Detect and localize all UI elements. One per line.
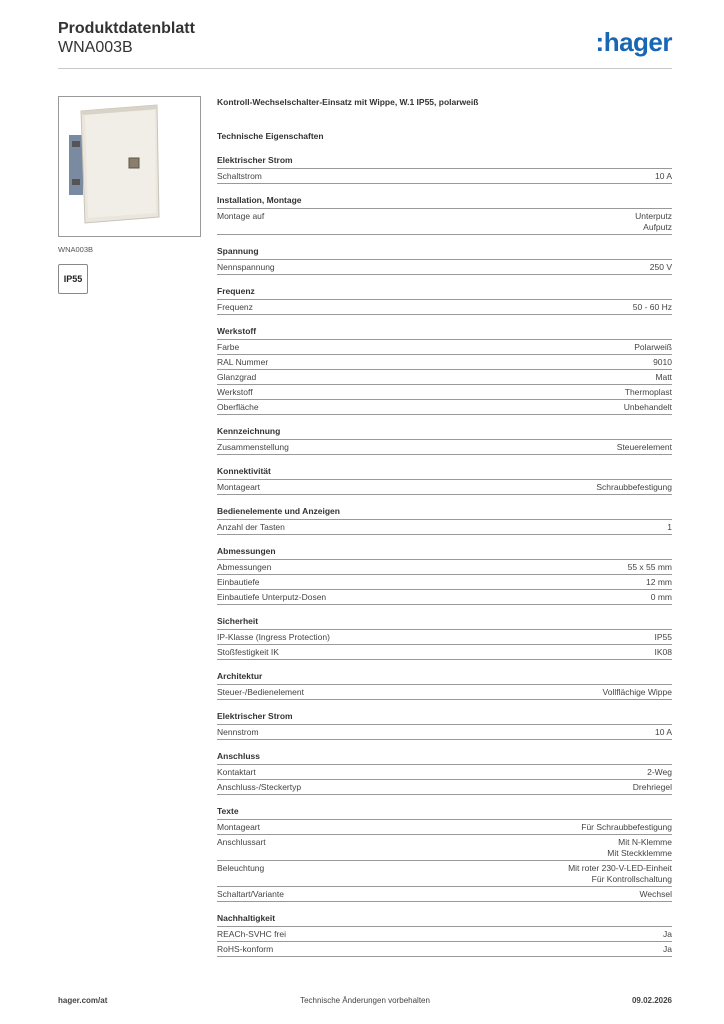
spec-row	[217, 400, 672, 415]
spec-value-line: Mit Steckklemme	[607, 848, 672, 858]
spec-section	[217, 806, 672, 902]
section-title: Texte	[217, 806, 672, 820]
spec-value-line: Polarweiß	[634, 342, 672, 352]
section-title: Konnektivität	[217, 466, 672, 480]
spec-label: Montageart	[217, 822, 260, 832]
spec-section	[217, 506, 672, 535]
spec-label: Glanzgrad	[217, 372, 257, 382]
spec-value	[596, 482, 672, 493]
spec-row	[217, 480, 672, 495]
spec-row	[217, 340, 672, 355]
section-title: Kennzeichnung	[217, 426, 672, 440]
spec-row	[217, 630, 672, 645]
spec-value-line: Ja	[663, 929, 672, 939]
spec-value-line: Unterputz	[635, 211, 672, 221]
spec-row	[217, 927, 672, 942]
spec-value	[651, 592, 672, 603]
spec-section	[217, 546, 672, 605]
spec-value	[635, 211, 672, 233]
spec-value-line: 2-Weg	[647, 767, 672, 777]
spec-value	[647, 767, 672, 778]
spec-label: Anschluss-/Steckertyp	[217, 782, 302, 792]
spec-section	[217, 426, 672, 455]
spec-label: Schaltstrom	[217, 171, 262, 181]
spec-label: Montage auf	[217, 211, 265, 221]
spec-value-line: Vollflächige Wippe	[602, 687, 672, 697]
spec-label: Anzahl der Tasten	[217, 522, 285, 532]
section-title: Spannung	[217, 246, 672, 260]
spec-label: Abmessungen	[217, 562, 272, 572]
spec-row	[217, 685, 672, 700]
spec-label: Montageart	[217, 482, 260, 492]
spec-row	[217, 355, 672, 370]
spec-sections	[217, 155, 672, 957]
spec-value	[663, 929, 672, 940]
spec-value-line: IP55	[654, 632, 672, 642]
section-title: Sicherheit	[217, 616, 672, 630]
product-sidebar	[58, 96, 201, 294]
spec-section	[217, 155, 672, 184]
footer-date: 09.02.2026	[631, 996, 672, 1005]
spec-row	[217, 370, 672, 385]
spec-label: Stoßfestigkeit IK	[217, 647, 279, 657]
spec-row	[217, 835, 672, 861]
spec-value-line: Drehriegel	[632, 782, 672, 792]
spec-value-line: Schraubbefestigung	[596, 482, 672, 492]
spec-label: Zusammenstellung	[217, 442, 289, 452]
footer-website: hager.com/at	[58, 996, 108, 1005]
spec-section	[217, 616, 672, 660]
spec-row	[217, 725, 672, 740]
spec-section	[217, 246, 672, 275]
spec-section	[217, 195, 672, 235]
section-title: Bedienelemente und Anzeigen	[217, 506, 672, 520]
section-title: Abmessungen	[217, 546, 672, 560]
spec-section	[217, 671, 672, 700]
spec-section	[217, 711, 672, 740]
spec-label: Schaltart/Variante	[217, 889, 284, 899]
spec-label: Einbautiefe	[217, 577, 260, 587]
spec-row	[217, 209, 672, 235]
spec-row	[217, 861, 672, 887]
spec-row	[217, 765, 672, 780]
spec-value-line: 12 mm	[646, 577, 672, 587]
spec-value	[655, 171, 672, 182]
spec-row	[217, 590, 672, 605]
spec-value	[603, 687, 672, 698]
spec-section	[217, 326, 672, 415]
spec-row	[217, 780, 672, 795]
header-divider	[58, 68, 672, 69]
spec-value-line: Mit N-Klemme	[618, 837, 672, 847]
section-title: Architektur	[217, 671, 672, 685]
spec-value	[640, 889, 672, 900]
spec-value	[655, 632, 673, 643]
spec-label: Beleuchtung	[217, 863, 265, 873]
spec-value-line: 0 mm	[650, 592, 672, 602]
switch-product-icon	[59, 97, 200, 236]
spec-label: IP-Klasse (Ingress Protection)	[217, 632, 330, 642]
spec-value	[653, 357, 672, 368]
spec-row	[217, 385, 672, 400]
section-title: Elektrischer Strom	[217, 711, 672, 725]
spec-row	[217, 575, 672, 590]
spec-value-line: 250 V	[649, 262, 672, 272]
spec-value	[655, 372, 672, 383]
spec-value-line: Für Schraubbefestigung	[581, 822, 672, 832]
spec-value	[628, 562, 672, 573]
spec-label: Werkstoff	[217, 387, 253, 397]
spec-label: Frequenz	[217, 302, 253, 312]
hager-logo: :hager	[595, 27, 672, 57]
spec-value	[646, 577, 672, 588]
section-title: Anschluss	[217, 751, 672, 765]
spec-value-line: Wechsel	[639, 889, 672, 899]
spec-label: RoHS-konform	[217, 944, 274, 954]
spec-row	[217, 440, 672, 455]
spec-value	[633, 782, 672, 793]
spec-value-line: Unbehandelt	[623, 402, 672, 412]
spec-value-line: 9010	[653, 357, 672, 367]
ip-rating-text: IP55	[63, 274, 83, 284]
spec-value-line: IK08	[654, 647, 672, 657]
spec-value	[607, 837, 672, 859]
spec-value-line: 50 - 60 Hz	[632, 302, 672, 312]
spec-row	[217, 260, 672, 275]
spec-section	[217, 913, 672, 957]
spec-label: Farbe	[217, 342, 240, 352]
spec-label: Oberfläche	[217, 402, 259, 412]
spec-section	[217, 286, 672, 315]
spec-row	[217, 887, 672, 902]
spec-value-line: Ja	[663, 944, 672, 954]
article-number: WNA003B	[58, 39, 133, 56]
spec-row	[217, 300, 672, 315]
spec-row	[217, 169, 672, 184]
footer-disclaimer: Technische Änderungen vorbehalten	[300, 996, 430, 1005]
spec-value	[617, 442, 672, 453]
section-title: Frequenz	[217, 286, 672, 300]
spec-value-line: Steuerelement	[616, 442, 672, 452]
spec-label: Nennstrom	[217, 727, 259, 737]
spec-label: Anschlussart	[217, 837, 266, 847]
spec-label: REACh-SVHC frei	[217, 929, 286, 939]
spec-value	[655, 727, 672, 738]
spec-value	[655, 647, 673, 658]
spec-value	[624, 402, 672, 413]
section-title: Werkstoff	[217, 326, 672, 340]
document-title: Produktdatenblatt	[58, 20, 195, 37]
section-title: Nachhaltigkeit	[217, 913, 672, 927]
spec-label: Steuer-/Bedienelement	[217, 687, 304, 697]
section-title: Elektrischer Strom	[217, 155, 672, 169]
tech-properties-heading: Technische Eigenschaften	[217, 131, 324, 141]
spec-value	[650, 262, 672, 273]
spec-row	[217, 520, 672, 535]
spec-value	[663, 944, 672, 955]
section-title: Installation, Montage	[217, 195, 672, 209]
spec-row	[217, 942, 672, 957]
spec-value-line: Mit roter 230-V-LED-Einheit	[568, 863, 672, 873]
spec-row	[217, 560, 672, 575]
spec-label: RAL Nummer	[217, 357, 269, 367]
spec-value-line: 10 A	[654, 727, 672, 737]
spec-value-line: 1	[667, 522, 672, 532]
spec-label: Nennspannung	[217, 262, 275, 272]
product-description: Kontroll-Wechselschalter-Einsatz mit Wippe, W.1 IP55, polarweiß	[217, 97, 479, 107]
spec-value-line: Thermoplast	[624, 387, 672, 397]
spec-value-line: 10 A	[654, 171, 672, 181]
product-image	[58, 96, 201, 237]
ip-rating-badge	[58, 264, 88, 294]
spec-row	[217, 820, 672, 835]
spec-value	[667, 522, 672, 533]
spec-value	[634, 342, 672, 353]
spec-section	[217, 751, 672, 795]
spec-value	[625, 387, 672, 398]
spec-value	[633, 302, 672, 313]
spec-label: Kontaktart	[217, 767, 256, 777]
image-caption: WNA003B	[58, 245, 94, 254]
page-footer	[58, 996, 672, 1010]
spec-section	[217, 466, 672, 495]
spec-value-line: Aufputz	[643, 222, 672, 232]
spec-label: Einbautiefe Unterputz-Dosen	[217, 592, 327, 602]
spec-value-line: Für Kontrollschaltung	[591, 874, 672, 884]
page-header	[58, 20, 672, 70]
spec-column	[217, 96, 672, 957]
spec-value	[581, 822, 672, 833]
spec-row	[217, 645, 672, 660]
spec-value-line: Matt	[655, 372, 672, 382]
spec-value	[568, 863, 672, 885]
spec-value-line: 55 x 55 mm	[627, 562, 672, 572]
